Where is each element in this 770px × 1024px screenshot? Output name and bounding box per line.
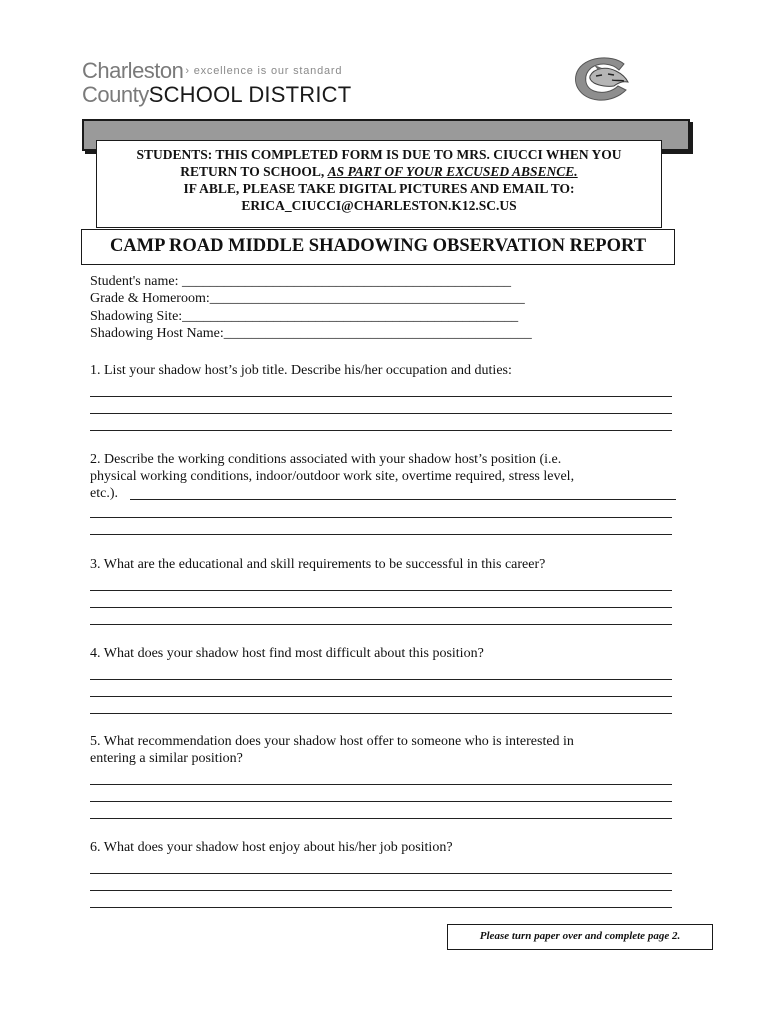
answer-line[interactable]: [90, 713, 672, 714]
answer-line[interactable]: [90, 396, 672, 397]
notice-line-1: STUDENTS: THIS COMPLETED FORM IS DUE TO MRS. CIUCCI WHEN YOU: [136, 147, 622, 162]
notice-line-2-emphasis: AS PART OF YOUR EXCUSED ABSENCE.: [327, 164, 578, 179]
logo-line-2: [82, 82, 351, 108]
district-logo: [82, 58, 352, 110]
notice-email: ERICA_CIUCCI@CHARLESTON.K12.SC.US: [241, 198, 517, 213]
answer-line[interactable]: [90, 517, 672, 518]
field-blank[interactable]: _____________________________________________: [209, 291, 525, 306]
logo-county: County: [82, 82, 149, 107]
answer-line[interactable]: [90, 607, 672, 608]
turn-over-note: Please turn paper over and complete page 2.: [447, 924, 713, 950]
answer-line[interactable]: [90, 679, 672, 680]
field-blank[interactable]: ____________________________________________: [223, 326, 532, 341]
page-title: CAMP ROAD MIDDLE SHADOWING OBSERVATION REPORT: [81, 229, 675, 265]
field-label: Grade & Homeroom:: [90, 291, 210, 306]
answer-line[interactable]: [90, 413, 672, 414]
answer-line[interactable]: [130, 499, 676, 500]
logo-line-1: [82, 58, 342, 84]
field-label: Shadowing Host Name:: [90, 326, 224, 341]
answer-line[interactable]: [90, 430, 672, 431]
field-blank[interactable]: ________________________________________________: [182, 309, 519, 324]
field-label: Student's name:: [90, 274, 179, 289]
answer-line[interactable]: [90, 624, 672, 625]
field-shadowing-site: [90, 308, 518, 325]
question-3: 3. What are the educational and skill requirements to be successful in this career?: [90, 557, 546, 572]
answer-line[interactable]: [90, 907, 672, 908]
question-4: 4. What does your shadow host find most difficult about this position?: [90, 646, 484, 661]
answer-line[interactable]: [90, 784, 672, 785]
answer-line[interactable]: [90, 873, 672, 874]
answer-line[interactable]: [90, 818, 672, 819]
question-2-line-3: etc.).: [90, 486, 118, 501]
answer-line[interactable]: [90, 696, 672, 697]
field-student-name: [90, 273, 511, 290]
field-blank[interactable]: _______________________________________________: [181, 274, 511, 289]
answer-line[interactable]: [90, 534, 672, 535]
notice-line-3: IF ABLE, PLEASE TAKE DIGITAL PICTURES AND EMAIL TO:: [183, 181, 575, 196]
cougar-emblem-icon: [572, 56, 632, 102]
notice-line-2-prefix: RETURN TO SCHOOL,: [180, 164, 325, 179]
logo-school-district: SCHOOL DISTRICT: [148, 82, 352, 107]
field-grade-homeroom: [90, 290, 525, 307]
question-5-line-1: 5. What recommendation does your shadow host offer to someone who is interested in: [90, 734, 574, 749]
question-6: 6. What does your shadow host enjoy about his/her job position?: [90, 840, 453, 855]
notice-line-2: [97, 163, 661, 180]
field-label: Shadowing Site:: [90, 309, 183, 324]
field-host-name: [90, 325, 532, 342]
question-1: 1. List your shadow host’s job title. Describe his/her occupation and duties:: [90, 363, 512, 378]
question-5-line-2: entering a similar position?: [90, 751, 243, 766]
logo-charleston: Charleston: [82, 58, 184, 83]
answer-line[interactable]: [90, 590, 672, 591]
notice-box: [96, 140, 662, 228]
question-2-line-2: physical working conditions, indoor/outdoor work site, overtime required, stress level,: [90, 469, 575, 484]
answer-line[interactable]: [90, 801, 672, 802]
logo-tagline: › excellence is our standard: [185, 65, 343, 77]
question-2-line-1: 2. Describe the working conditions associated with your shadow host’s position (i.e.: [90, 452, 562, 467]
answer-line[interactable]: [90, 890, 672, 891]
